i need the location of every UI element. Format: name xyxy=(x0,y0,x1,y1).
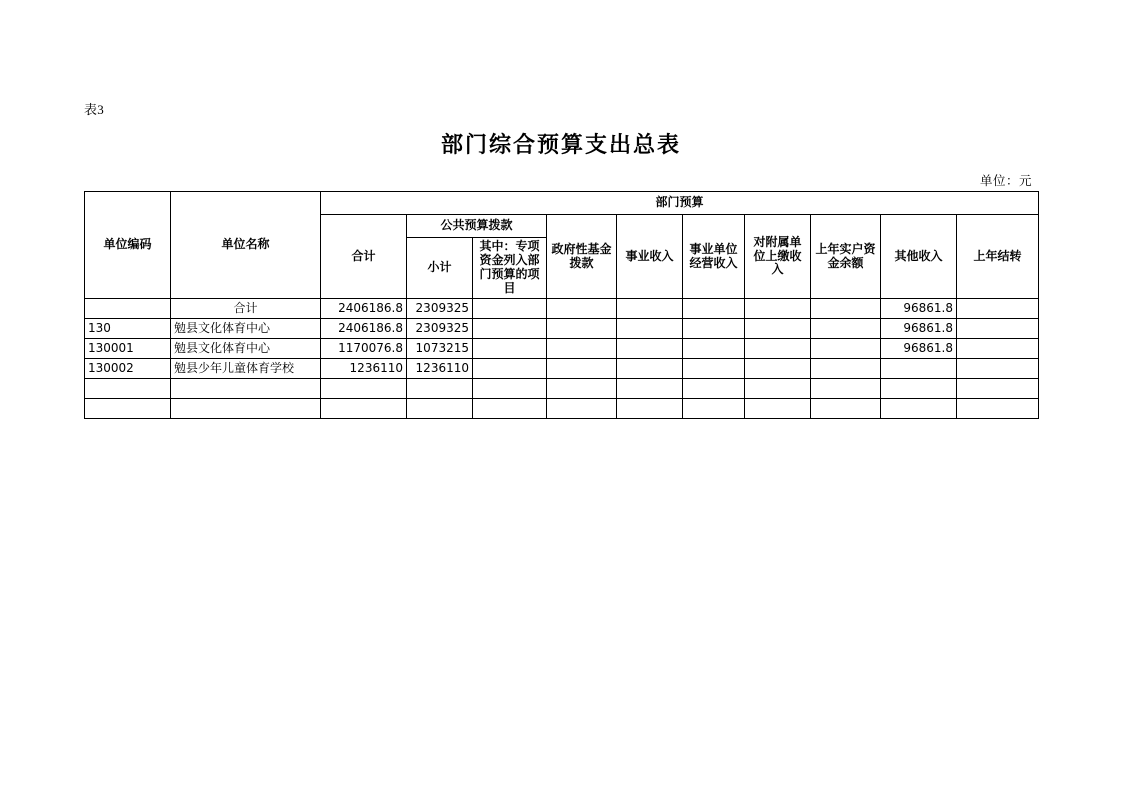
cell-unit-name: 勉县文化体育中心 xyxy=(171,319,321,339)
cell-prev-year-balance xyxy=(811,399,881,419)
cell-operating-income xyxy=(683,339,745,359)
cell-subordinate-income xyxy=(745,399,811,419)
table-row[interactable] xyxy=(85,359,1039,379)
cell-subordinate-income xyxy=(745,379,811,399)
table-header xyxy=(85,192,1039,299)
sheet-label: 表3 xyxy=(84,102,105,117)
unit-note: 单位：元 xyxy=(979,174,1032,188)
cell-prev-year-carryover xyxy=(957,399,1039,419)
cell-operating-income xyxy=(683,299,745,319)
header-prev-year-balance: 上年实户资金余额 xyxy=(811,215,881,299)
cell-subordinate-income xyxy=(745,319,811,339)
header-prev-year-carryover: 上年结转 xyxy=(957,215,1039,299)
header-department-budget: 部门预算 xyxy=(321,192,1039,215)
cell-other-income: 96861.8 xyxy=(881,319,957,339)
cell-subordinate-income xyxy=(745,359,811,379)
table-row[interactable] xyxy=(85,399,1039,419)
cell-operating-income xyxy=(683,319,745,339)
header-gov-fund-allocation: 政府性基金拨款 xyxy=(547,215,617,299)
cell-business-income xyxy=(617,299,683,319)
table-row[interactable] xyxy=(85,299,1039,319)
header-special-fund-items: 其中：专项资金列入部门预算的项目 xyxy=(473,238,547,299)
cell-business-income xyxy=(617,319,683,339)
cell-prev-year-balance xyxy=(811,339,881,359)
cell-unit-code xyxy=(85,379,171,399)
cell-operating-income xyxy=(683,379,745,399)
cell-subtotal: 2309325 xyxy=(407,299,473,319)
cell-prev-year-carryover xyxy=(957,379,1039,399)
cell-total: 1170076.8 xyxy=(321,339,407,359)
table-body xyxy=(85,299,1039,419)
cell-unit-name: 勉县少年儿童体育学校 xyxy=(171,359,321,379)
cell-total: 1236110 xyxy=(321,359,407,379)
cell-subtotal: 1236110 xyxy=(407,359,473,379)
cell-prev-year-balance xyxy=(811,319,881,339)
cell-other-income xyxy=(881,399,957,419)
cell-special-fund-items xyxy=(473,359,547,379)
cell-gov-fund-allocation xyxy=(547,399,617,419)
cell-total xyxy=(321,379,407,399)
cell-business-income xyxy=(617,339,683,359)
cell-prev-year-carryover xyxy=(957,299,1039,319)
cell-gov-fund-allocation xyxy=(547,359,617,379)
header-unit-code: 单位编码 xyxy=(85,192,171,299)
cell-special-fund-items xyxy=(473,299,547,319)
cell-prev-year-balance xyxy=(811,379,881,399)
cell-gov-fund-allocation xyxy=(547,319,617,339)
cell-unit-code: 130001 xyxy=(85,339,171,359)
cell-total: 2406186.8 xyxy=(321,319,407,339)
cell-other-income: 96861.8 xyxy=(881,299,957,319)
cell-special-fund-items xyxy=(473,399,547,419)
table-row[interactable] xyxy=(85,379,1039,399)
header-total: 合计 xyxy=(321,215,407,299)
cell-other-income xyxy=(881,359,957,379)
cell-unit-name: 勉县文化体育中心 xyxy=(171,339,321,359)
cell-special-fund-items xyxy=(473,319,547,339)
cell-operating-income xyxy=(683,399,745,419)
cell-other-income xyxy=(881,379,957,399)
cell-prev-year-carryover xyxy=(957,339,1039,359)
cell-gov-fund-allocation xyxy=(547,379,617,399)
budget-table-container xyxy=(84,191,1038,419)
cell-business-income xyxy=(617,359,683,379)
cell-prev-year-carryover xyxy=(957,359,1039,379)
cell-special-fund-items xyxy=(473,379,547,399)
header-public-budget-allocation: 公共预算拨款 xyxy=(407,215,547,238)
cell-subtotal xyxy=(407,399,473,419)
cell-unit-code xyxy=(85,299,171,319)
cell-business-income xyxy=(617,379,683,399)
cell-prev-year-balance xyxy=(811,359,881,379)
cell-subordinate-income xyxy=(745,339,811,359)
cell-unit-code xyxy=(85,399,171,419)
cell-subtotal xyxy=(407,379,473,399)
header-unit-name: 单位名称 xyxy=(171,192,321,299)
cell-prev-year-balance xyxy=(811,299,881,319)
cell-total: 2406186.8 xyxy=(321,299,407,319)
cell-unit-name xyxy=(171,379,321,399)
cell-operating-income xyxy=(683,359,745,379)
header-subordinate-income: 对附属单位上缴收入 xyxy=(745,215,811,299)
cell-gov-fund-allocation xyxy=(547,339,617,359)
cell-unit-code: 130002 xyxy=(85,359,171,379)
cell-other-income: 96861.8 xyxy=(881,339,957,359)
cell-total xyxy=(321,399,407,419)
cell-gov-fund-allocation xyxy=(547,299,617,319)
header-other-income: 其他收入 xyxy=(881,215,957,299)
header-subtotal: 小计 xyxy=(407,238,473,299)
cell-business-income xyxy=(617,399,683,419)
page-title: 部门综合预算支出总表 xyxy=(440,133,681,158)
cell-subordinate-income xyxy=(745,299,811,319)
cell-subtotal: 2309325 xyxy=(407,319,473,339)
cell-unit-name: 合计 xyxy=(171,299,321,319)
cell-special-fund-items xyxy=(473,339,547,359)
cell-prev-year-carryover xyxy=(957,319,1039,339)
table-row[interactable] xyxy=(85,339,1039,359)
header-operating-income: 事业单位经营收入 xyxy=(683,215,745,299)
cell-subtotal: 1073215 xyxy=(407,339,473,359)
header-business-income: 事业收入 xyxy=(617,215,683,299)
table-row[interactable] xyxy=(85,319,1039,339)
budget-table xyxy=(84,191,1039,419)
cell-unit-name xyxy=(171,399,321,419)
cell-unit-code: 130 xyxy=(85,319,171,339)
